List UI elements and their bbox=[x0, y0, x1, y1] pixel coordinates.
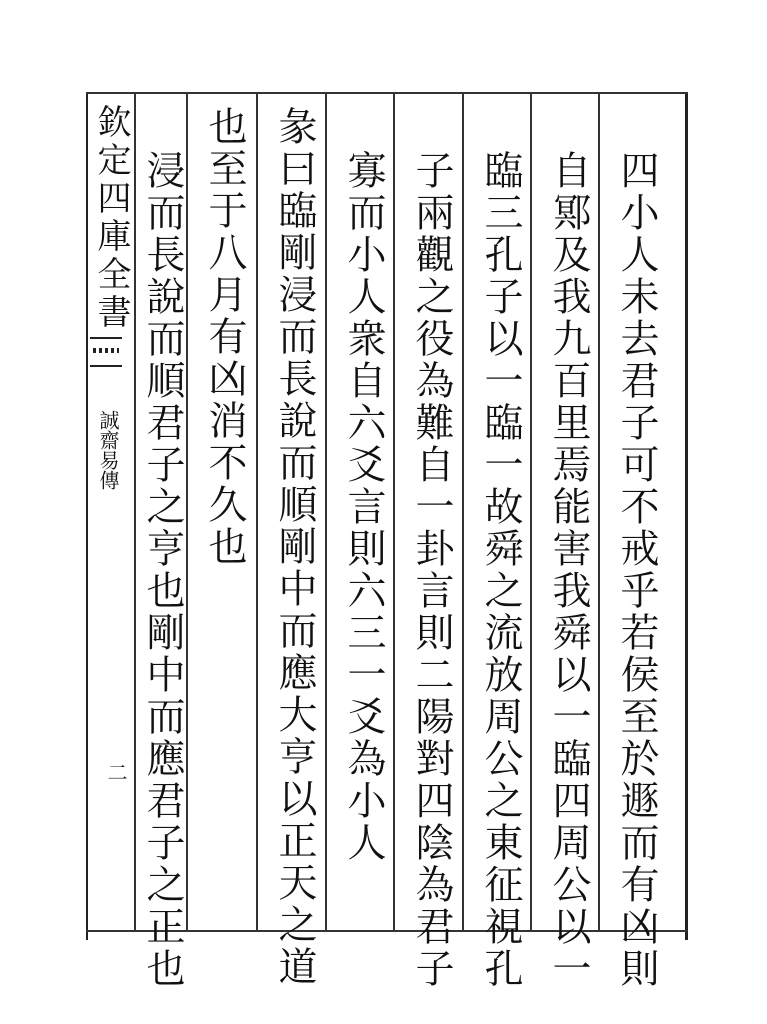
fish-tail-mark bbox=[90, 337, 122, 367]
text-column-1: 四小人未去君子可不戒乎若侯至於遯而有凶則 bbox=[614, 150, 659, 990]
column-rule bbox=[530, 92, 532, 932]
text-column-3: 臨三孔子以一臨一故舜之流放周公之東征視孔 bbox=[478, 150, 523, 990]
margin-page-number: 二 bbox=[104, 762, 128, 782]
column-rule bbox=[462, 92, 464, 932]
column-rule bbox=[325, 92, 327, 932]
margin-title: 欽定四庫全書 bbox=[91, 104, 131, 332]
text-column-4: 子兩觀之役為難自一卦言則二陽對四陰為君子 bbox=[409, 150, 454, 990]
text-column-5: 寡而小人衆自六爻言則六三一爻為小人 bbox=[341, 150, 386, 864]
text-column-7: 也至于八月有凶消不久也 bbox=[202, 106, 247, 568]
margin-column bbox=[88, 92, 130, 932]
fish-tail-ornament bbox=[93, 348, 119, 353]
column-rule bbox=[393, 92, 395, 932]
text-column-8: 浸而長說而順君子之亨也剛中而應君子之正也 bbox=[140, 150, 185, 990]
text-column-2: 自鄍及我九百里焉能害我舜以一臨四周公以一 bbox=[546, 150, 591, 990]
column-rule bbox=[598, 92, 600, 932]
text-column-6: 彖曰臨剛浸而長說而順剛中而應大亨以正天之道 bbox=[272, 106, 317, 988]
margin-book-title: 誠齋易傳 bbox=[96, 410, 120, 490]
column-rule bbox=[256, 92, 258, 932]
